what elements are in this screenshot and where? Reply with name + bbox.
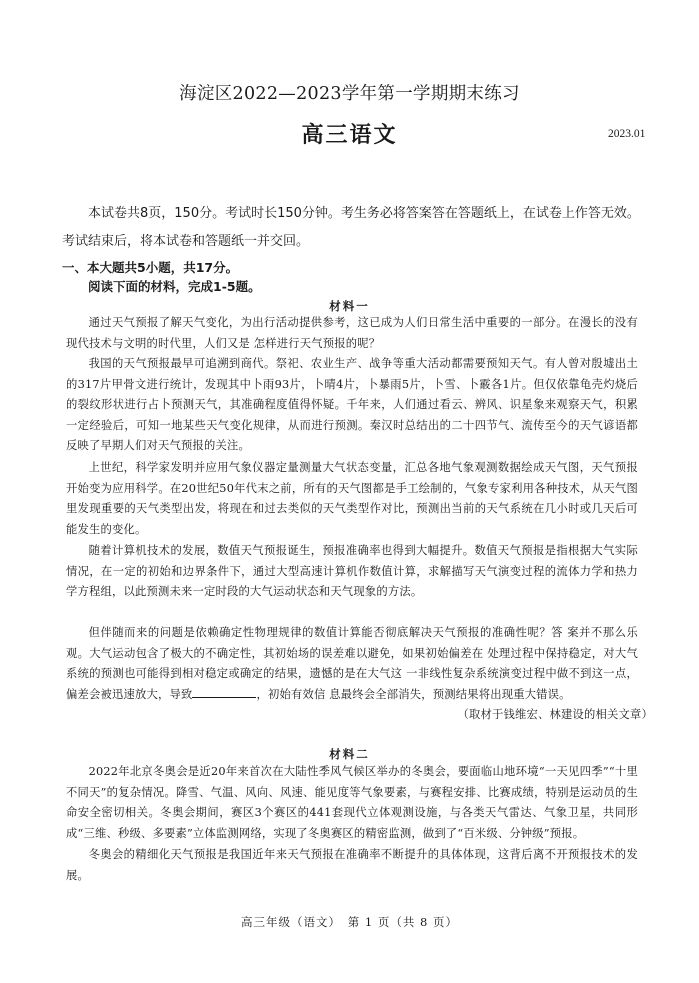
material-1-paragraph: 随着计算机技术的发展，数值天气预报诞生，预报准确率也得到大幅提升。数值天气预报是指根据大气实际情况，在一定的初始和边界条件下，通过大型高速计算机作数值计算，求解描写天气演变过程的流体力学和热力学方程组，以此预测未来一定时段的大气运动状态和天气现象的方法。 — [66, 544, 638, 599]
section-instruction: 阅读下面的材料，完成1-5题。 — [88, 279, 261, 294]
material-2-paragraph: 冬奥会的精细化天气预报是我国近年来天气预报在准确率不断提升的具体体现，这背后离不开预报技术的发展。 — [66, 848, 638, 882]
exam-date: 2023.01 — [608, 128, 646, 140]
paragraph-text: 但伴随而来的问题是依赖确定性物理规律的数值计算能否彻底解决天气预报的准确性呢？答 案并不那么乐观。大气运动包含了极大的不确定性，其初始场的误差难以避免，如果初始偏差在 处理过程中保持稳定，对大气系统的预测也可能得到相对稳定或确定的结果，遗憾的是在大气这 一非线性复杂系统演变过程中做不到这一点，偏差会被迅速放大，导致 — [66, 626, 638, 701]
material-1-title: 材料一 — [329, 299, 370, 313]
section-title: 一、本大题共5小题，共17分。 — [62, 260, 239, 275]
material-2-paragraph: 2022年北京冬奥会是近20年来首次在大陆性季风气候区举办的冬奥会，要面临山地环境“一天见四季”“十里不同天”的复杂情况。降雪、气温、风向、风速、能见度等气象要素，与赛程安排、比赛成绩，特别是运动员的生命安全密切相关。冬奥会期间，赛区3个赛区的441套现代立体观测设施，与各类天气雷达、气象卫星，共同形成“三维、秒级、多要素”立体监测网络，实现了冬奥赛区的精密监测，做到了“百米级、分钟级”预报。 — [66, 765, 638, 840]
page-footer: 高三年级（语文） 第 1 页（共 8 页） — [240, 915, 458, 929]
section-heading — [62, 258, 261, 296]
exam-title: 海淀区2022—2023学年第一学期期末练习 — [179, 84, 520, 104]
material-1-paragraph: 我国的天气预报最早可追溯到商代。祭祀、农业生产、战争等重大活动都需要预知天气。有人曾对殷墟出土的317片甲骨文进行统计，发现其中卜雨93片，卜晴4片，卜暴雨5片，卜雪、卜霰各1片。但仅依靠龟壳灼烧后的裂纹形状进行占卜预测天气，其准确程度值得怀疑。千年来，人们通过看云、辨风、识星象来观察天气，积累一定经验后，可知一地某些天气变化规律，从而进行预测。秦汉时总结出的二十四节气、流传至今的天气谚语都反映了早期人们对天气预报的关注。 — [66, 357, 638, 453]
material-2-title: 材料二 — [329, 747, 370, 761]
subject-title: 高三语文 — [301, 122, 398, 148]
material-1-paragraph: 上世纪，科学家发明并应用气象仪器定量测量大气状态变量，汇总各地气象观测数据绘成天气图，天气预报开始变为应用科学。在20世纪50年代末之前，所有的天气图都是手工绘制的，气象专家利用各种技术，从天气图里发现重要的天气类型出发，将现在和过去类似的天气类型作对比，预测出当前的天气系统在几小时或几天后可能发生的变化。 — [66, 461, 638, 536]
fill-in-blank — [192, 686, 256, 698]
material-1-paragraph-with-blank — [66, 623, 638, 705]
paragraph-text: ，初始有效信 息最终会全部消失，预测结果将出现重大错误。 — [256, 687, 571, 701]
exam-instructions: 本试卷共8页，150分。考试时长150分钟。考生务必将答案答在答题纸上，在试卷上作答无效。考试结束后，将本试卷和答题纸一并交回。 — [62, 206, 640, 249]
material-1-source: （取材于钱维宏、林建设的相关文章） — [457, 708, 653, 721]
material-1-paragraph: 通过天气预报了解天气变化，为出行活动提供参考，这已成为人们日常生活中重要的一部分。在漫长的没有现代技术与文明的时代里，人们又是 怎样进行天气预报的呢？ — [66, 316, 638, 350]
